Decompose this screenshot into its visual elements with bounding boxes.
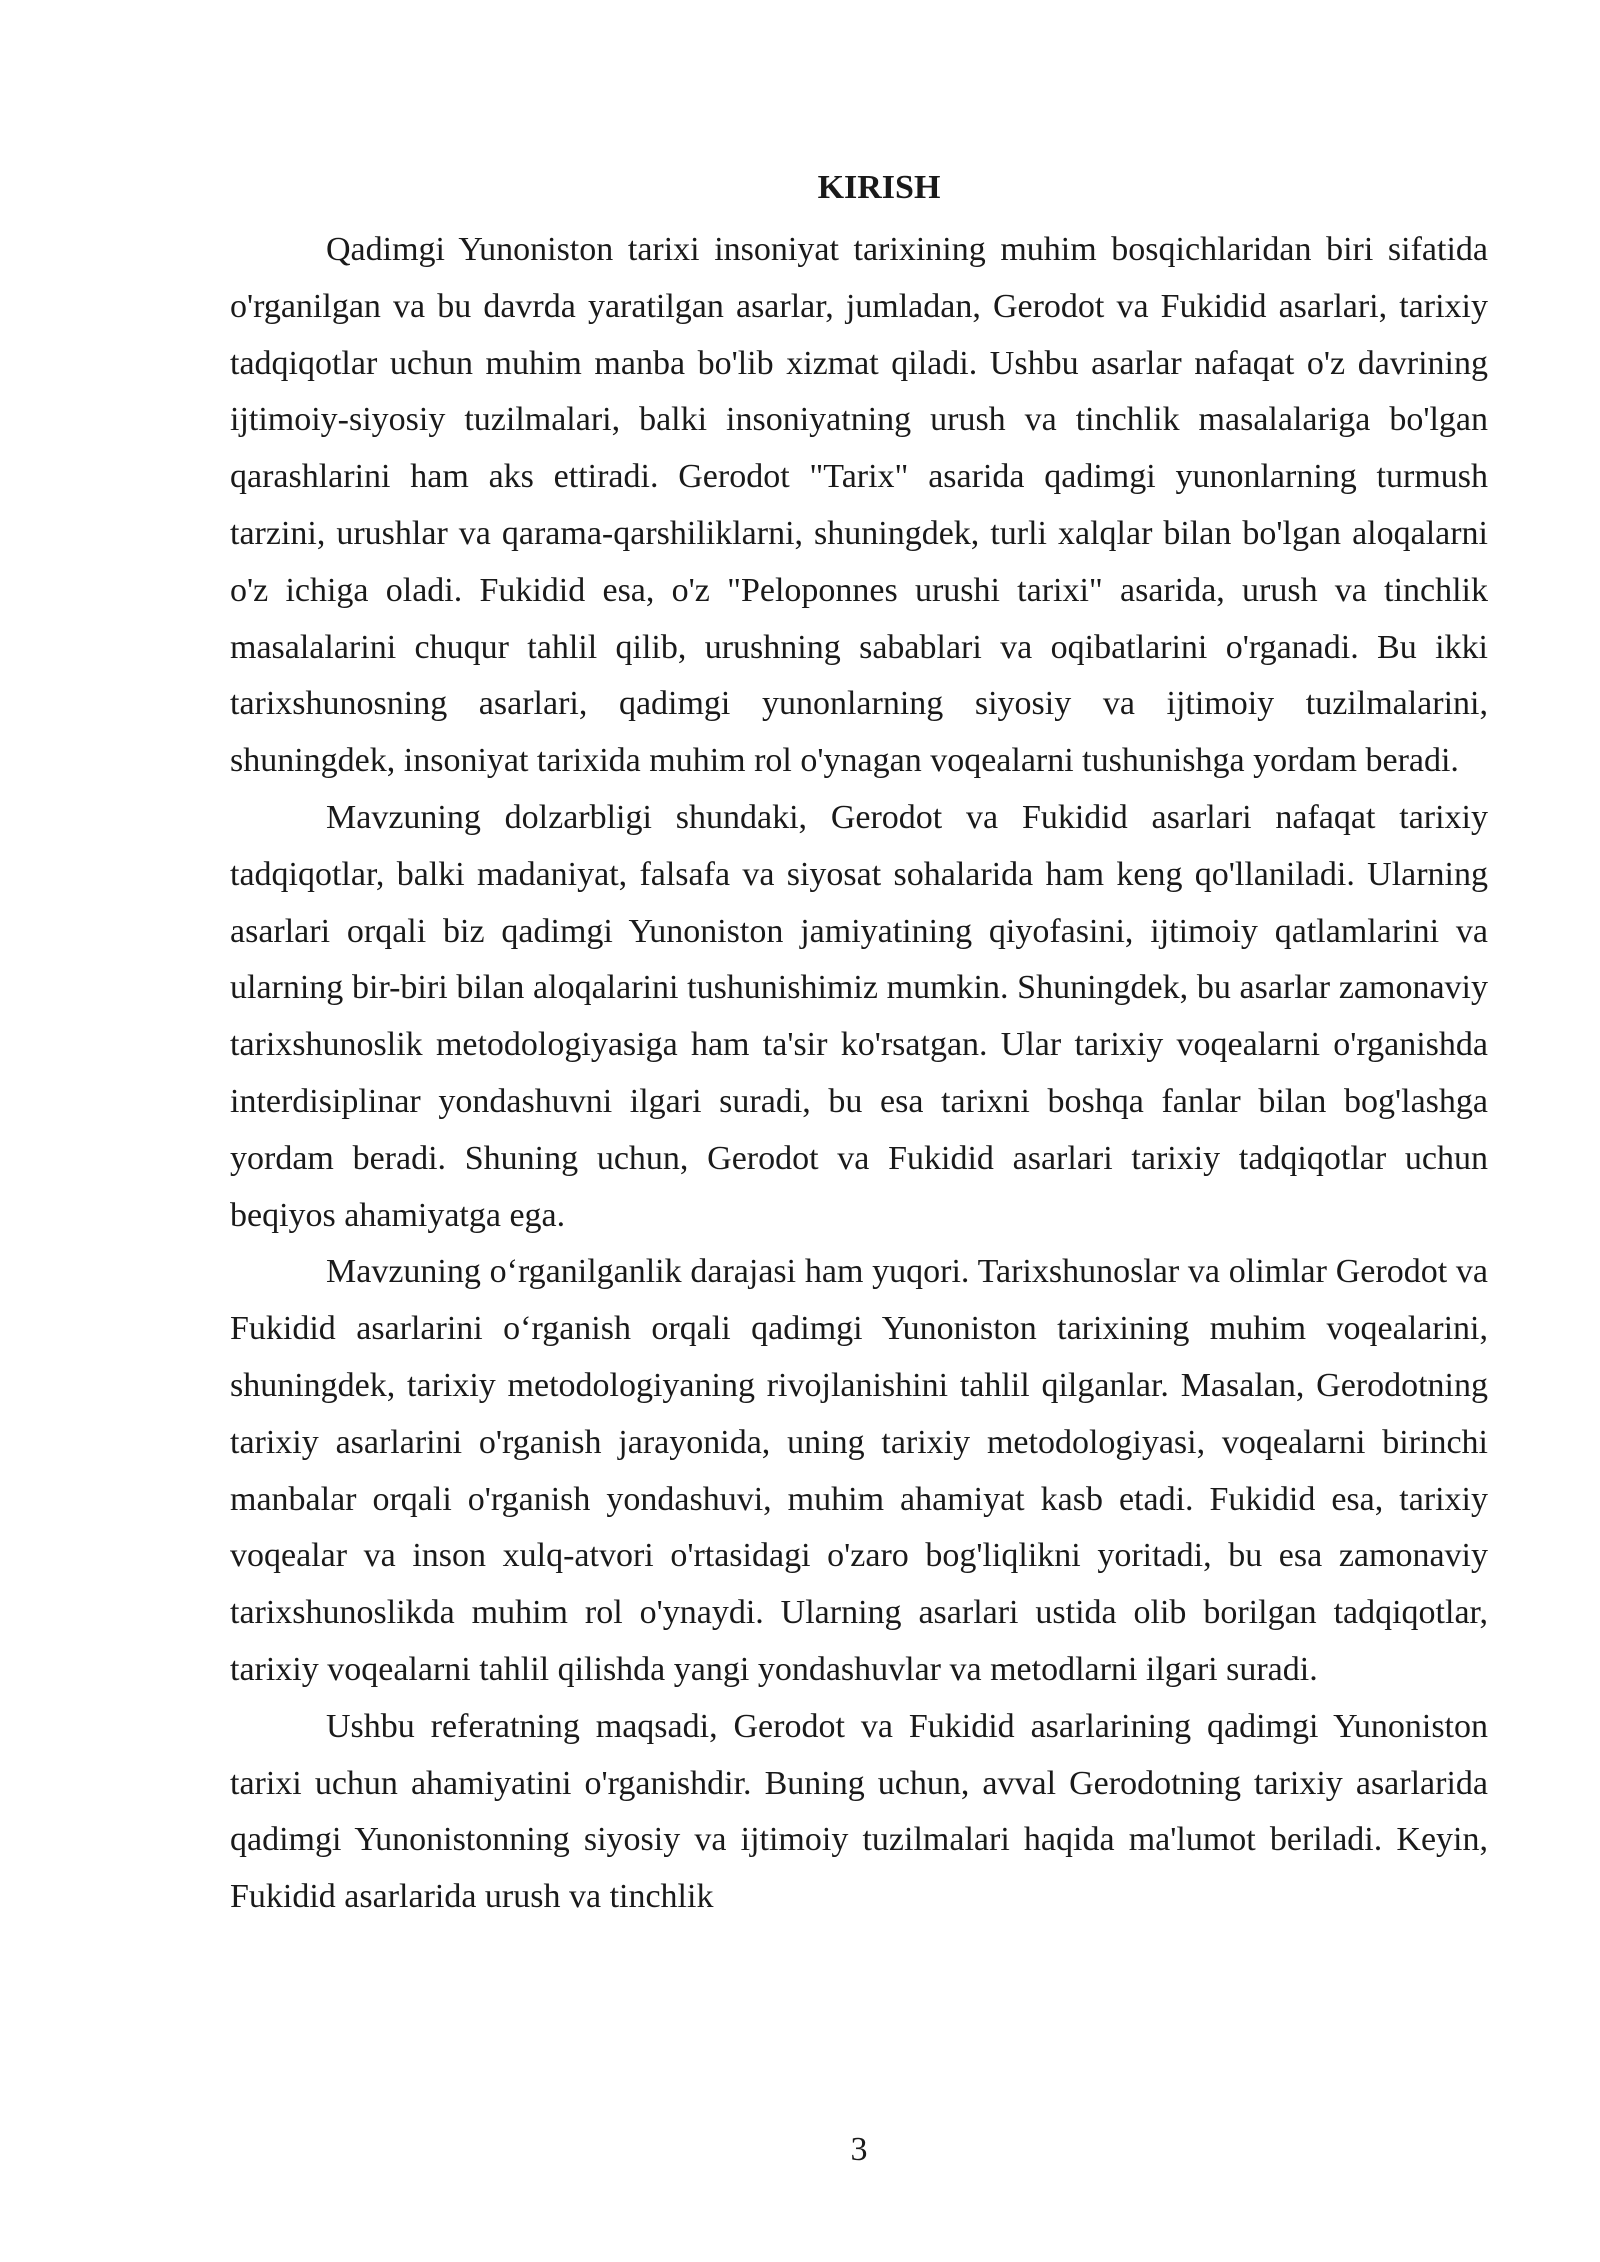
paragraph-purpose: Ushbu referatning maqsadi, Gerodot va Fukidid asarlarining qadimgi Yunoniston tarixi uchun ahamiyatini o'rganishdir. Buning uchun, avval Gerodotning tarixiy asarlarida qadimgi Yunonistonning siyosiy va ijtimoiy tuzilmalari haqida ma'lumot beriladi. Keyin, Fukidid asarlarida urush va tinchlik [230,1707,1488,1916]
document-page [230,160,1488,1926]
paragraph-study-level: Mavzuning o‘rganilganlik darajasi ham yuqori. Tarixshunoslar va olimlar Gerodot va Fukidid asarlarini o‘rganish orqali qadimgi Yunoniston tarixining muhim voqealarini, shuningdek, tarixiy metodologiyaning rivojlanishini tahlil qilganlar. Masalan, Gerodotning tarixiy asarlarini o'rganish jarayonida, uning tarixiy metodologiyasi, voqealarni birinchi manbalar orqali o'rganish yondashuvi, muhim ahamiyat kasb etadi. Fukidid esa, tarixiy voqealar va inson xulq-atvori o'rtasidagi o'zaro bog'liqlikni yoritadi, bu esa zamonaviy tarixshunoslikda muhim rol o'ynaydi. Ularning asarlari ustida olib borilgan tadqiqotlar, tarixiy voqealarni tahlil qilishda yangi yondashuvlar va metodlarni ilgari suradi. [230,1253,1488,1688]
page-number: 3 [850,2131,868,2168]
paragraph-relevance: Mavzuning dolzarbligi shundaki, Gerodot va Fukidid asarlari nafaqat tarixiy tadqiqotlar, balki madaniyat, falsafa va siyosat sohalarida ham keng qo'llaniladi. Ularning asarlari orqali biz qadimgi Yunoniston jamiyatining qiyofasini, ijtimoiy qatlamlarini va ularning bir-biri bilan aloqalarini tushunishimiz mumkin. Shuningdek, bu asarlar zamonaviy tarixshunoslik metodologiyasiga ham ta'sir ko'rsatgan. Ular tarixiy voqealarni o'rganishda interdisiplinar yondashuvni ilgari suradi, bu esa tarixni boshqa fanlar bilan bog'lashga yordam beradi. Shuning uchun, Gerodot va Fukidid asarlari tarixiy tadqiqotlar uchun beqiyos ahamiyatga ega. [230,798,1488,1234]
section-heading: KIRISH [817,169,941,206]
paragraph-introduction: Qadimgi Yunoniston tarixi insoniyat tarixining muhim bosqichlaridan biri sifatida o'rganilgan va bu davrda yaratilgan asarlar, jumladan, Gerodot va Fukidid asarlari, tarixiy tadqiqotlar uchun muhim manba bo'lib xizmat qiladi. Ushbu asarlar nafaqat o'z davrining ijtimoiy-siyosiy tuzilmalari, balki insoniyatning urush va tinchlik masalalariga bo'lgan qarashlarini ham aks ettiradi. Gerodot "Tarix" asarida qadimgi yunonlarning turmush tarzini, urushlar va qarama-qarshiliklarni, shuningdek, turli xalqlar bilan bo'lgan aloqalarni o'z ichiga oladi. Fukidid esa, o'z "Peloponnes urushi tarixi" asarida, urush va tinchlik masalalarini chuqur tahlil qilib, urushning sabablari va oqibatlarini o'rganadi. Bu ikki tarixshunosning asarlari, qadimgi yunonlarning siyosiy va ijtimoiy tuzilmalarini, shuningdek, insoniyat tarixida muhim rol o'ynagan voqealarni tushunishga yordam beradi. [230,231,1488,780]
